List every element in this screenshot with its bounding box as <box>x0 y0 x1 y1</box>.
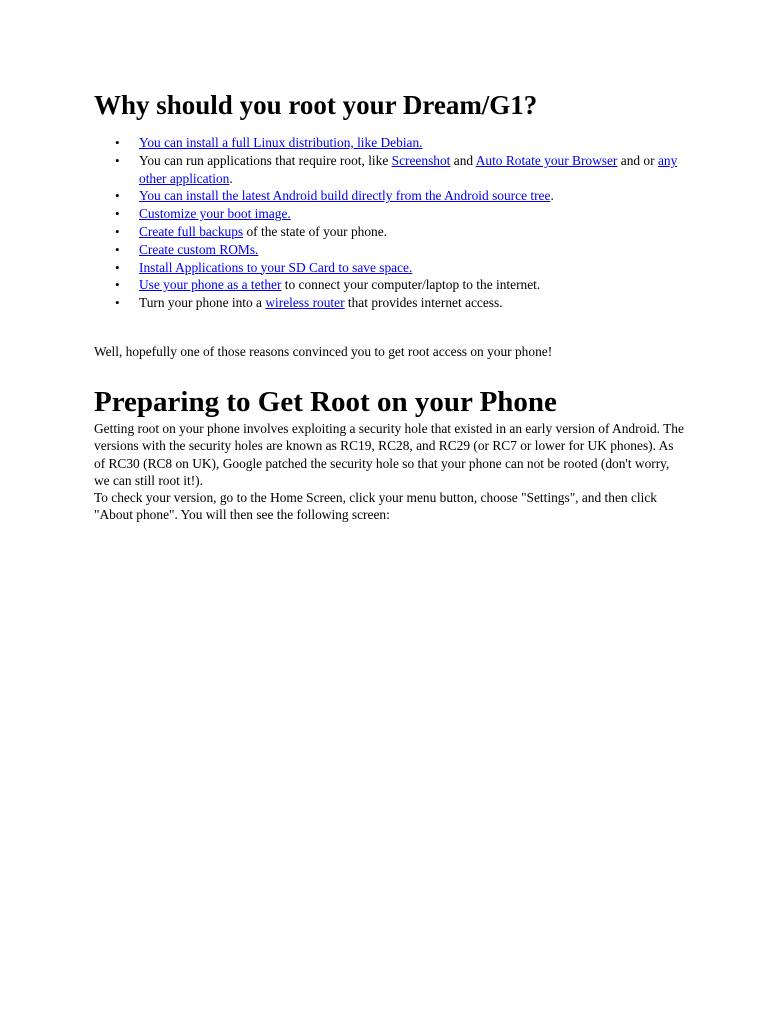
list-item <box>115 152 684 188</box>
bullet-icon: • <box>115 188 120 204</box>
reasons-list <box>94 134 684 312</box>
list-item <box>115 259 684 277</box>
list-item <box>115 187 684 205</box>
reason-text: and <box>450 152 476 168</box>
section-heading-preparing: Preparing to Get Root on your Phone <box>94 385 557 418</box>
bullet-icon: • <box>115 241 120 257</box>
reason-link[interactable]: any other application <box>139 152 678 186</box>
reason-text: that provides internet access. <box>344 295 503 311</box>
section-heading-why-root: Why should you root your Dream/G1? <box>94 90 538 120</box>
list-item <box>115 294 684 312</box>
bullet-icon: • <box>115 135 120 150</box>
reason-text: Turn your phone into a <box>139 295 266 311</box>
bullet-icon: • <box>115 223 120 239</box>
reason-text: . <box>229 170 233 186</box>
reason-link[interactable]: wireless router <box>265 295 345 311</box>
bullet-icon: • <box>115 206 120 222</box>
bullet-icon: • <box>115 277 120 293</box>
paragraph-check-version: To check your version, go to the Home Screen, click your menu button, choose "Settings", and then click "About phone". You will then see the following screen: <box>94 490 657 523</box>
reason-text: of the state of your phone. <box>243 223 388 239</box>
closing-paragraph: Well, hopefully one of those reasons convinced you to get root access on your phone! <box>94 343 553 359</box>
bullet-icon: • <box>115 152 120 168</box>
reason-link[interactable]: Create custom ROMs. <box>139 241 259 257</box>
reason-text: to connect your computer/laptop to the internet. <box>281 277 541 293</box>
reason-link[interactable]: You can install a full Linux distribution, like Debian. <box>139 135 423 150</box>
reason-text: You can run applications that require root, like <box>139 152 392 168</box>
list-item <box>115 241 684 259</box>
reason-link[interactable]: You can install the latest Android build directly from the Android source tree <box>139 188 551 204</box>
document-page <box>94 88 684 524</box>
reason-link[interactable]: Install Applications to your SD Card to save space. <box>139 259 413 275</box>
reason-link[interactable]: Auto Rotate your Browser <box>475 152 618 168</box>
reason-text: . <box>550 188 554 204</box>
list-item <box>115 223 684 241</box>
paragraph-security-hole: Getting root on your phone involves exploiting a security hole that existed in an early version of Android. The versions with the security holes are known as RC19, RC28, and RC29 (or RC7 or lower for UK phones). As of RC30 (RC8 on UK), Google patched the security hole so that your phone can not be rooted (don't worry, we can still root it!). <box>94 420 684 488</box>
reason-link[interactable]: Customize your boot image. <box>139 206 291 222</box>
list-item <box>115 134 684 152</box>
bullet-icon: • <box>115 295 120 311</box>
reason-text: and or <box>617 152 658 168</box>
reason-link[interactable]: Create full backups <box>139 223 244 239</box>
bullet-icon: • <box>115 259 120 275</box>
list-item <box>115 276 684 294</box>
list-item <box>115 205 684 223</box>
reason-link[interactable]: Use your phone as a tether <box>139 277 282 293</box>
reason-link[interactable]: Screenshot <box>391 152 451 168</box>
